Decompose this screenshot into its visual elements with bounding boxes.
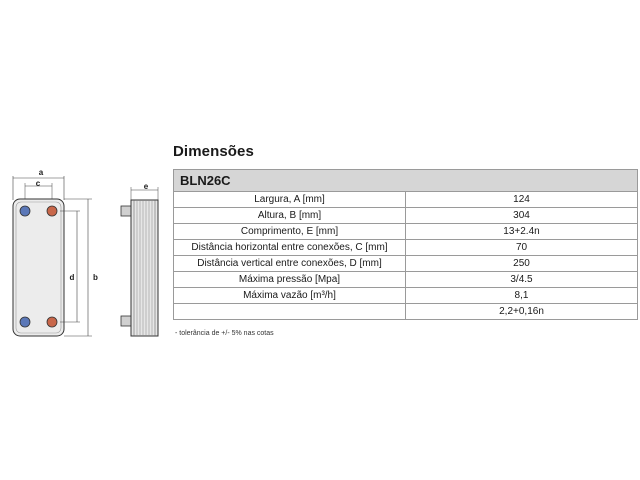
label-c: c (35, 179, 41, 188)
cold-port-bottom-icon (20, 317, 30, 327)
side-view (121, 182, 158, 336)
label-b: b (93, 273, 98, 282)
cold-port-top-icon (20, 206, 30, 216)
table-row (174, 272, 638, 288)
param-cell: Comprimento, E [mm] (174, 224, 406, 240)
param-cell: Distância horizontal entre conexões, C [mm] (174, 240, 406, 256)
value-cell: 13+2.4n (406, 224, 638, 240)
hot-port-bottom-icon (47, 317, 57, 327)
label-d: d (69, 273, 75, 282)
value-cell: 304 (406, 208, 638, 224)
value-cell: 124 (406, 192, 638, 208)
table-row (174, 288, 638, 304)
value-cell: 3/4.5 (406, 272, 638, 288)
dimension-b (64, 199, 98, 336)
label-a: a (38, 168, 44, 177)
front-view-plate (13, 199, 64, 336)
hot-port-top-icon (47, 206, 57, 216)
param-cell: Máxima pressão [Mpa] (174, 272, 406, 288)
table-row (174, 192, 638, 208)
tolerance-footnote: - tolerância de +/- 5% nas cotas (175, 330, 274, 337)
table-row (174, 240, 638, 256)
table-row (174, 208, 638, 224)
table-row (174, 304, 638, 320)
param-cell: Largura, A [mm] (174, 192, 406, 208)
param-cell: Máxima vazão [m³/h] (174, 288, 406, 304)
value-cell: 70 (406, 240, 638, 256)
value-cell: 8,1 (406, 288, 638, 304)
table-row (174, 224, 638, 240)
label-e: e (143, 182, 149, 191)
param-cell: Distância vertical entre conexões, D [mm] (174, 256, 406, 272)
section-title: Dimensões (173, 143, 254, 160)
table-header-row (174, 170, 638, 192)
table-row (174, 256, 638, 272)
heat-exchanger-drawing (0, 168, 172, 348)
value-cell: 250 (406, 256, 638, 272)
param-cell: Altura, B [mm] (174, 208, 406, 224)
model-name: BLN26C (174, 170, 638, 192)
value-cell: 2,2+0,16n (406, 304, 638, 320)
dimensions-table (173, 169, 638, 320)
param-cell (174, 304, 406, 320)
